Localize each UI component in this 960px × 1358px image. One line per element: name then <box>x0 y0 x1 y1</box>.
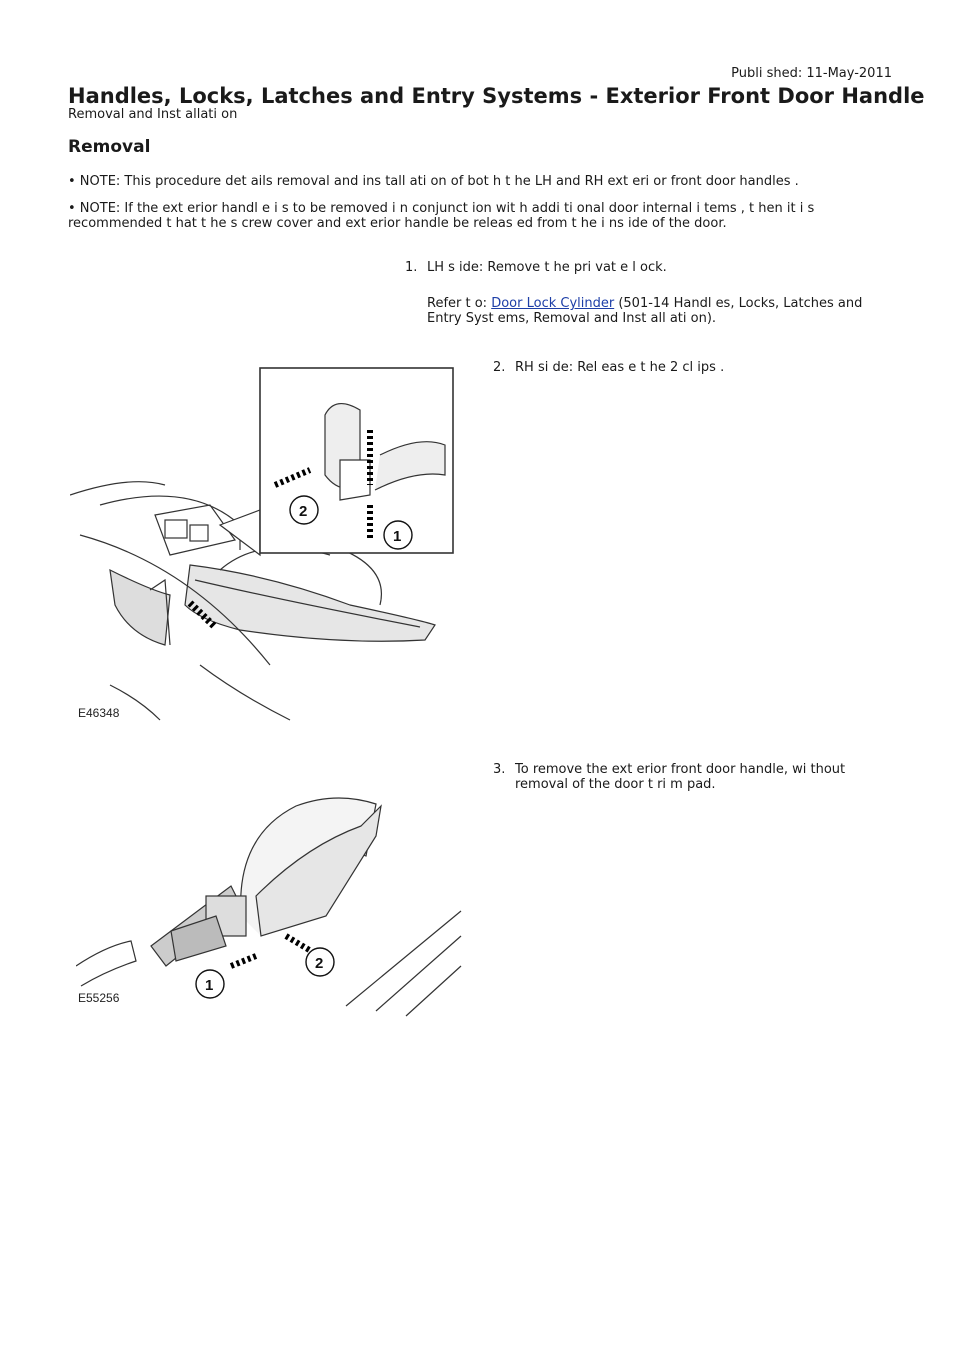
removal-arrows <box>231 936 311 966</box>
step-2 <box>493 360 873 375</box>
reference-prefix: Refer t o: <box>427 296 492 311</box>
figure-label: E46348 <box>78 706 120 720</box>
callout-1: 1 <box>393 528 402 545</box>
reference-suffix: (501-14 Handl es, Locks, Latches and Entry Syst ems, Removal and Inst all ati on). <box>427 296 863 326</box>
section-heading: Removal <box>68 137 151 157</box>
step-text: LH s ide: Remove t he pri vat e l ock. <box>427 260 667 275</box>
note-2: • NOTE: If the ext erior handl e i s to be removed i n conjunct ion wit h addi ti onal door internal i tems , t hen it i s recommended t hat t he s crew cover and ext erior handle be releas ed from t he i ns ide of the door. <box>68 201 815 231</box>
step-text: RH si de: Rel eas e t he 2 cl ips . <box>515 360 725 375</box>
figure-label: E55256 <box>78 991 120 1005</box>
callout-1: 1 <box>205 977 214 994</box>
note-1: • NOTE: This procedure det ails removal and ins tall ati on of bot h t he LH and RH ext eri or front door handles . <box>68 174 799 189</box>
figure-door-handle-clips <box>70 365 460 725</box>
callout-2: 2 <box>299 503 308 520</box>
published-date: Publi shed: 11-May-2011 <box>731 66 892 81</box>
page-title: Handles, Locks, Latches and Entry Systems - Exterior Front Door Handle <box>68 84 925 108</box>
handle-removal-illustration <box>76 798 461 1016</box>
step-number: 1. <box>405 260 418 275</box>
step-number: 2. <box>493 360 506 375</box>
callout-2: 2 <box>315 955 324 972</box>
step-1 <box>405 260 885 275</box>
step-text: To remove the ext erior front door handle, wi thout removal of the door t ri m pad. <box>515 762 846 792</box>
step-number: 3. <box>493 762 506 777</box>
door-lock-cylinder-link[interactable]: Door Lock Cylinder <box>491 296 615 311</box>
step-3 <box>493 762 873 792</box>
page-subtitle: Removal and Inst allati on <box>68 107 238 122</box>
step-1-reference <box>427 296 877 326</box>
figure-handle-removal <box>76 796 462 1018</box>
detail-inset <box>220 368 453 555</box>
